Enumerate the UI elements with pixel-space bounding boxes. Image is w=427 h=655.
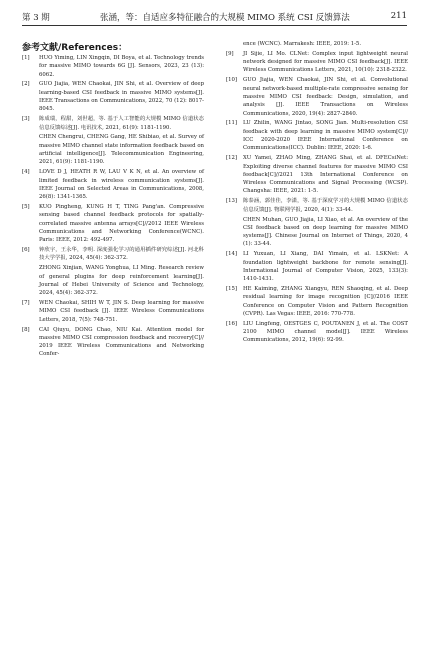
reference-entry [22,326,204,359]
reference-entry [22,299,204,324]
reference-text: 钟欣宇，王永华，李明. 深度强化学习的通用插件研究综述[J]. 河北科技大学学报, 2024, 45(4): 362-372. [39,247,204,262]
reference-text: LI Yuxuan, LI Xiang, DAI Yimain, et al. LSKNet: A foundation lightweight backbone for remote sensing[J]. International Journal of Computer Vision, 2025, 133(3): 1410-1431. [243,251,408,283]
page-number: 211 [390,11,407,21]
reference-text: JI Sijie, LI Mo. CLNet: Complex input lightweight neural network designed for massive MIMO CSI feedback[J]. IEEE Wireless Communications Letters, 2021, 10(10): 2318-2322. [243,50,408,74]
reference-number: [7] [22,300,30,307]
running-header [22,9,407,26]
reference-text: HUO Yiming, LIN Xingqin, DI Boya, et al. Technology trends for massive MIMO towards 6G [J]. Sensors, 2023, 23 (13): 6062. [39,55,204,78]
reference-number: [8] [22,326,30,333]
reference-entry [226,76,408,117]
reference-text: ZHONG Xinjian, WANG Yonghua, LI Ming. Research review of general plugins for deep reinforcement learning[J]. Journal of Hebei University of Science and Technology, 2024, 45(4): 362-372. [39,265,204,297]
reference-continuation [226,40,408,48]
reference-number: [12] [226,155,237,162]
reference-text: HE Kaiming, ZHANG Xiangyu, REN Shaoqing, et al. Deep residual learning for image recognition [C]//2016 IEEE Conference on Computer Vision and Pattern Recognition (CVPR). Las Vegas: IEEE, 2016: 770-778. [243,286,408,317]
reference-translation [22,133,204,166]
reference-text: LIU Lingfeng, OESTGES C, POUTANEN J, et al. The COST 2100 MIMO channel model[J]. IEEE Wireless Communications, 2012, 19(6): 92-99. [243,320,408,344]
reference-entry [22,246,204,263]
reference-entry [226,250,408,283]
reference-number: [11] [226,120,237,127]
reference-entry [226,154,408,195]
reference-number: [1] [22,55,30,61]
reference-text: 陈成瑞，程甜，刘世超，等. 基于人工智能的大规模 MIMO 信道状态信息反馈综述[J]. 电讯技术, 2021, 61(9): 1181-1190. [39,116,204,131]
reference-entry [22,203,204,244]
running-title: 张涵，等：自适应多特征融合的大规模 MIMO 系统 CSI 反馈算法 [100,13,350,23]
reference-entry [226,285,408,318]
reference-entry [22,54,204,79]
reference-entry [22,168,204,201]
reference-number: [10] [226,77,237,84]
reference-translation [226,216,408,249]
reference-entry [22,80,204,113]
reference-text: LU Zhilin, WANG Jintao, SONG Jian. Multi-resolution CSI feedback with deep learning in massive MIMO system[C]// ICC 2020-2020 IEEE International Conference on Communications(ICC). Dublin: IEEE, 2020: 1-6. [243,120,408,152]
reference-text: WEN Chaokai, SHIH W T, JIN S. Deep learning for massive MIMO CSI feedback [J]. IEEE Wireless Communications Letters, 2018, 7(5): 748-751. [39,300,204,323]
reference-entry [226,119,408,152]
reference-text: CAI Qiuyu, DONG Chao, NIU Kai. Attention model for massive MIMO CSI compression feedback and recovery[C]// 2019 IEEE Wireless Communications and Networking Confer- [39,326,204,358]
reference-number: [14] [226,251,237,258]
reference-text: XU Yamei, ZHAO Ming, ZHANG Shai, et al. DFECsiNet: Exploiting diverse channel features for massive MIMO CSI feedback[C]//2021 13th International Conference on Wireless Communications and Signal Processing (WCSP). Changsha: IEEE, 2021: 1-5. [243,155,408,195]
reference-text: GUO Jiajia, WEN Chaokai, JIN Shi, et al. Convolutional neural network-based multiple-rate compressive sensing for massive MIMO CSI feedback: Design, simulation, and analysis [J]. IEEE Transactions on Wireless Communications, 2020, 19(4): 2827-2840. [243,77,408,117]
reference-text: 陈泰涵，郭佳佳，李潇，等. 基于深度学习的大规模 MIMO 信道状态信息反馈[J]. 物联网学报, 2020, 4(1): 33-44. [243,198,408,213]
reference-number: [15] [226,286,237,293]
references-column-left [22,54,204,360]
references-column-right [226,40,408,346]
references-heading: 参考文献/References： [22,43,128,53]
reference-translation [22,264,204,297]
reference-number: [4] [22,169,30,176]
reference-text: LOVE D J, HEATH R W, LAU V K N, et al. An overview of limited feedback in wireless communication systems[J]. IEEE Journal on Selected Areas in Communications, 2008, 26(8): 1341-1365. [39,169,204,201]
issue-number: 第 3 期 [22,13,50,23]
reference-text: KUO Pingheng, KUNG H T, TING Pang'an. Compressive sensing based channel feedback protocols for spatially-correlated massive antenna arrays[C]//2012 IEEE Wireless Communications and Networking Conference(WCNC). Paris: IEEE, 2012: 492-497. [39,204,204,244]
reference-text: CHEN Chengrui, CHENG Gang, HE Shibiao, et al. Survey of massive MIMO channel state information feedback based on artificial intelligence[J]. Telecommunication Engineering, 2021, 61(9): 1181-1190. [39,134,204,166]
reference-number: [6] [22,247,30,254]
reference-entry [226,197,408,214]
reference-entry [226,320,408,345]
reference-text: GUO Jiajia, WEN Chaokai, JIN Shi, et al. Overview of deep learning-based CSI feedback in massive MIMO systems[J]. IEEE Transactions on Communications, 2022, 70 (12): 8017-8045. [39,81,204,113]
reference-entry [226,50,408,75]
reference-entry [22,115,204,132]
reference-text: ence (WCNC). Marrakesh: IEEE, 2019: 1-5. [243,41,362,47]
reference-number: [16] [226,320,237,327]
reference-number: [2] [22,81,30,88]
reference-text: CHEN Muhan, GUO Jiajia, LI Xiao, et al. An overview of the CSI feedback based on deep learning for massive MIMO systems[J]. Chinese Journal on Internet of Things, 2020, 4 (1): 33-44. [243,216,408,248]
reference-number: [5] [22,204,30,211]
reference-number: [13] [226,198,237,205]
reference-number: [9] [226,50,234,57]
reference-number: [3] [22,116,30,123]
